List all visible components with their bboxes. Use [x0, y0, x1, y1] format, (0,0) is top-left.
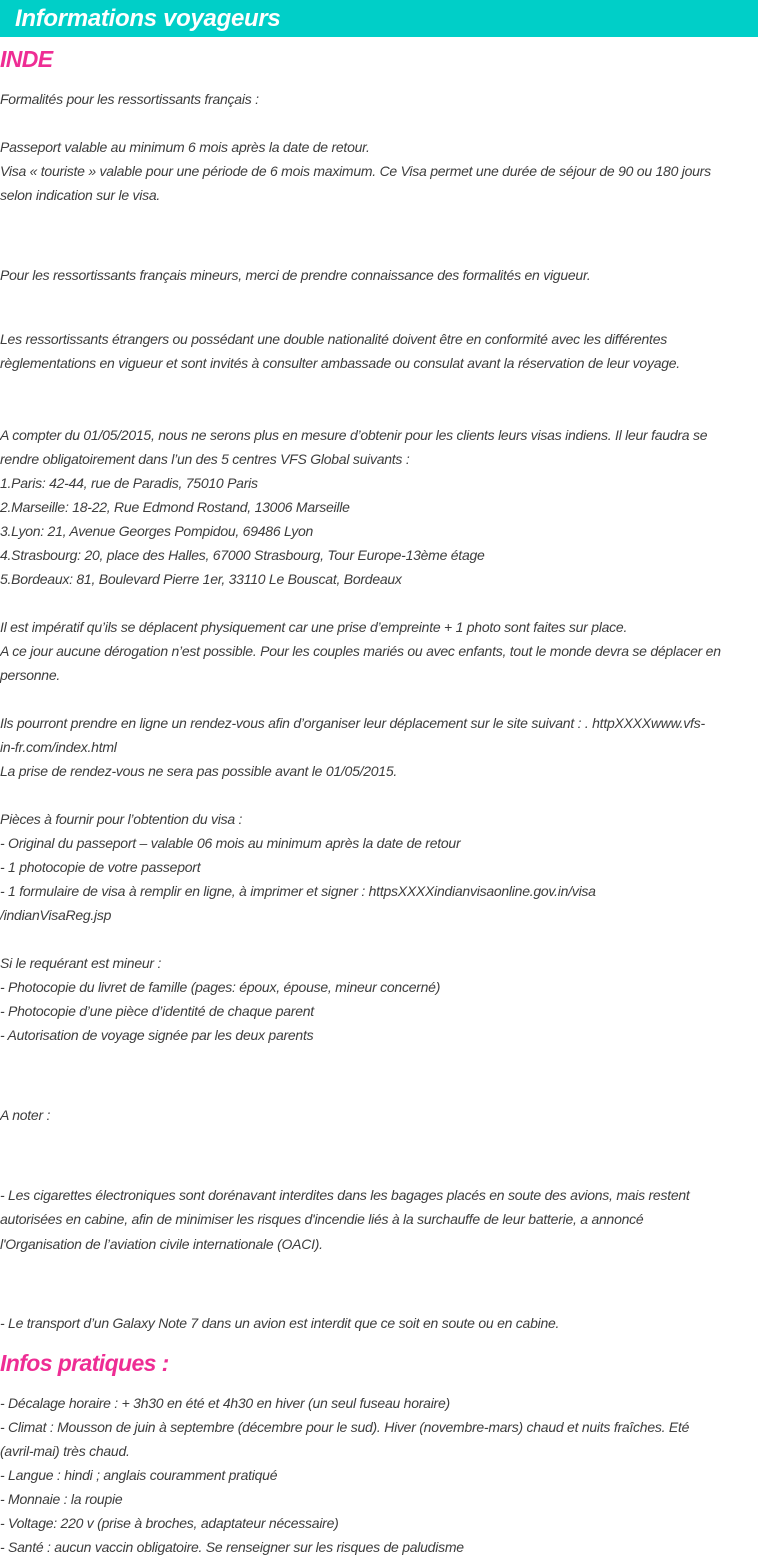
pieces-item: - 1 formulaire de visa à remplir en ligne, à imprimer et signer : httpsXXXXindianvisaonline.gov.in/visa — [0, 883, 596, 899]
vfs-center-item: 2.Marseille: 18-22, Rue Edmond Rostand, 13006 Marseille — [0, 499, 350, 515]
galaxy-notice: - Le transport d’un Galaxy Note 7 dans un avion est interdit que ce soit en soute ou en cabine. — [0, 1315, 560, 1331]
vfs-center-item: 1.Paris: 42-44, rue de Paradis, 75010 Paris — [0, 475, 258, 491]
derogation-line: personne. — [0, 667, 61, 683]
visa-line: Visa « touriste » valable pour une période de 6 mois maximum. Ce Visa permet une durée de séjour de 90 ou 180 jours — [0, 163, 711, 179]
rdv-line: Ils pourront prendre en ligne un rendez-vous afin d’organiser leur déplacement sur le site suivant : . httpXXXXwww.vfs- — [0, 715, 705, 731]
country-title: INDE — [0, 46, 53, 72]
page-title: Informations voyageurs — [15, 5, 281, 32]
infos-item: - Voltage: 220 v (prise à broches, adaptateur nécessaire) — [0, 1515, 339, 1531]
pieces-item: - Original du passeport – valable 06 mois au minimum après la date de retour — [0, 835, 461, 851]
pieces-item: /indianVisaReg.jsp — [0, 907, 112, 923]
vfs-notice-line: A compter du 01/05/2015, nous ne serons plus en mesure d’obtenir pour les clients leurs visas indiens. Il leur faudra se — [0, 427, 708, 443]
infos-item: - Monnaie : la roupie — [0, 1491, 123, 1507]
infos-item: - Décalage horaire : + 3h30 en été et 4h30 en hiver (un seul fuseau horaire) — [0, 1395, 450, 1411]
foreign-notice-line: règlementations en vigueur et sont invités à consulter ambassade ou consulat avant la réservation de leur voyage. — [0, 355, 680, 371]
cigarettes-line: autorisées en cabine, afin de minimiser les risques d'incendie liés à la surchauffe de leur batterie, a annoncé — [0, 1211, 644, 1227]
cigarettes-line: l'Organisation de l’aviation civile internationale (OACI). — [0, 1236, 323, 1252]
imperatif-notice: Il est impératif qu’ils se déplacent physiquement car une prise d’empreinte + 1 photo sont faites sur place. — [0, 619, 628, 635]
mineur-item: - Photocopie d’une pièce d’identité de chaque parent — [0, 1003, 314, 1019]
cigarettes-line: - Les cigarettes électroniques sont dorénavant interdites dans les bagages placés en soute des avions, mais restent — [0, 1187, 690, 1203]
infos-item: - Langue : hindi ; anglais couramment pratiqué — [0, 1467, 278, 1483]
infos-pratiques-title: Infos pratiques : — [0, 1350, 169, 1376]
vfs-center-item: 5.Bordeaux: 81, Boulevard Pierre 1er, 33110 Le Bouscat, Bordeaux — [0, 571, 402, 587]
a-noter-label: A noter : — [0, 1107, 51, 1123]
pieces-intro: Pièces à fournir pour l’obtention du visa : — [0, 811, 243, 827]
visa-line: selon indication sur le visa. — [0, 187, 161, 203]
vfs-center-item: 4.Strasbourg: 20, place des Halles, 67000 Strasbourg, Tour Europe-13ème étage — [0, 547, 485, 563]
mineur-item: - Autorisation de voyage signée par les deux parents — [0, 1027, 314, 1043]
infos-item: - Santé : aucun vaccin obligatoire. Se renseigner sur les risques de paludisme — [0, 1539, 464, 1555]
rdv-line: La prise de rendez-vous ne sera pas possible avant le 01/05/2015. — [0, 763, 398, 779]
vfs-notice-line: rendre obligatoirement dans l’un des 5 centres VFS Global suivants : — [0, 451, 410, 467]
mineur-item: - Photocopie du livret de famille (pages: époux, épouse, mineur concerné) — [0, 979, 441, 995]
infos-item: (avril-mai) très chaud. — [0, 1443, 130, 1459]
formalites-intro: Formalités pour les ressortissants français : — [0, 91, 259, 107]
mineur-intro: Si le requérant est mineur : — [0, 955, 162, 971]
foreign-notice-line: Les ressortissants étrangers ou possédant une double nationalité doivent être en conformité avec les différentes — [0, 331, 667, 347]
pieces-item: - 1 photocopie de votre passeport — [0, 859, 201, 875]
infos-item: - Climat : Mousson de juin à septembre (décembre pour le sud). Hiver (novembre-mars) chaud et nuits fraîches. Eté — [0, 1419, 690, 1435]
derogation-line: A ce jour aucune dérogation n’est possible. Pour les couples mariés ou avec enfants, tout le monde devra se déplacer en — [0, 643, 721, 659]
header-bar — [0, 0, 758, 37]
minors-notice: Pour les ressortissants français mineurs, merci de prendre connaissance des formalités en vigueur. — [0, 267, 591, 283]
passport-requirement: Passeport valable au minimum 6 mois après la date de retour. — [0, 139, 370, 155]
rdv-line: in-fr.com/index.html — [0, 739, 117, 755]
vfs-center-item: 3.Lyon: 21, Avenue Georges Pompidou, 69486 Lyon — [0, 523, 314, 539]
